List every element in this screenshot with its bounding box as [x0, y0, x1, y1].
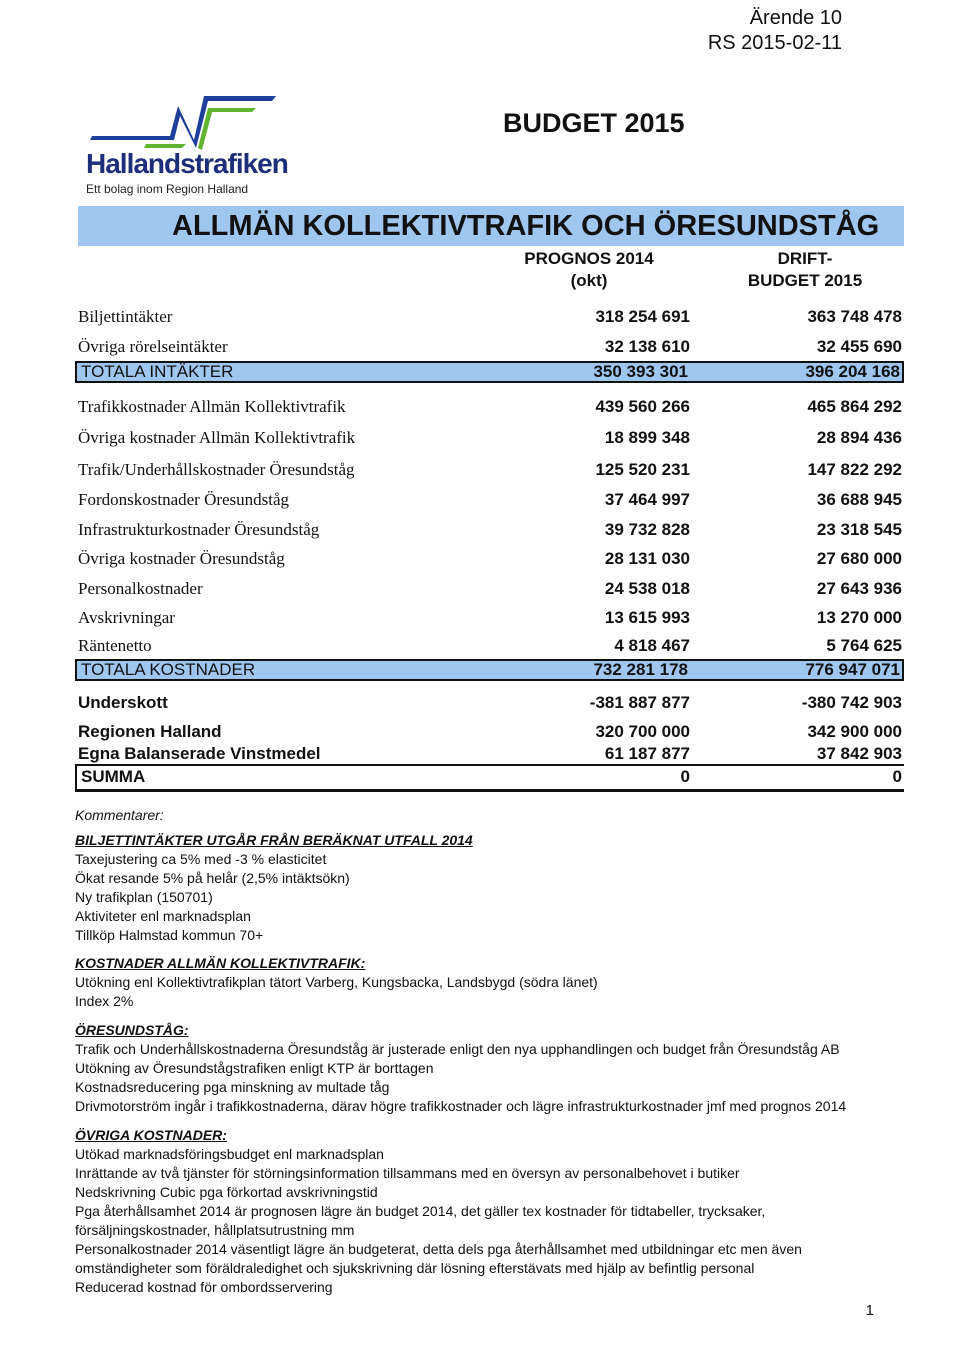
table-row — [78, 337, 903, 363]
row-budget-value: 465 864 292 — [807, 397, 902, 416]
row-budget-value: 36 688 945 — [816, 490, 902, 509]
row-label: Trafik/Underhållskostnader Öresundståg — [78, 460, 355, 479]
logo-subtitle: Ett bolag inom Region Halland — [86, 182, 249, 196]
comment-line: Index 2% — [75, 993, 134, 1009]
logo-name: Hallandstrafiken — [86, 148, 288, 179]
table-row — [78, 520, 903, 546]
row-prognos-value: 18 899 348 — [604, 428, 690, 447]
row-prognos-value: 24 538 018 — [604, 579, 690, 598]
table-row — [78, 490, 903, 516]
row-budget-value: 32 455 690 — [816, 337, 902, 356]
comment-heading: BILJETTINTÄKTER UTGÅR FRÅN BERÄKNAT UTFALL 2014 — [75, 832, 473, 848]
comment-line: Kostnadsreducering pga minskning av multade tåg — [75, 1079, 390, 1095]
total-income-prognos: 350 393 301 — [593, 362, 688, 381]
row-budget-value: 363 748 478 — [807, 307, 902, 326]
table-row — [78, 307, 903, 333]
row-label: Övriga kostnader Allmän Kollektivtrafik — [78, 428, 356, 447]
table-row — [78, 693, 903, 719]
comment-heading: KOSTNADER ALLMÄN KOLLEKTIVTRAFIK: — [75, 955, 366, 971]
row-budget-value: -380 742 903 — [801, 693, 902, 712]
table-row — [78, 549, 903, 575]
table-row — [78, 608, 903, 634]
comment-line: Nedskrivning Cubic pga förkortad avskrivningstid — [75, 1184, 378, 1200]
total-costs-row — [75, 659, 904, 681]
comments-title: Kommentarer: — [75, 807, 164, 823]
row-budget-value: 28 894 436 — [816, 428, 902, 447]
row-label: Infrastrukturkostnader Öresundståg — [78, 520, 320, 539]
comment-line: Reducerad kostnad för ombordsservering — [75, 1279, 333, 1295]
document-title: BUDGET 2015 — [503, 108, 685, 138]
comment-line: Aktiviteter enl marknadsplan — [75, 908, 251, 924]
row-label: Egna Balanserade Vinstmedel — [78, 744, 321, 763]
section-banner — [78, 206, 904, 246]
column-header-budget-line2: BUDGET 2015 — [747, 271, 863, 290]
row-prognos-value: 28 131 030 — [604, 549, 690, 568]
comment-line: Pga återhållsamhet 2014 är prognosen lägre än budget 2014, det gäller tex kostnader för tidtabeller, trycksaker, — [75, 1203, 766, 1219]
row-label: Övriga kostnader Öresundståg — [78, 549, 285, 568]
row-prognos-value: 61 187 877 — [604, 744, 690, 763]
row-prognos-value: 4 818 467 — [614, 636, 690, 655]
total-income-label: TOTALA INTÄKTER — [81, 362, 234, 381]
column-header-prognos — [514, 248, 664, 292]
banner-title: ALLMÄN KOLLEKTIVTRAFIK OCH ÖRESUNDSTÅG — [172, 210, 880, 242]
column-header-budget — [730, 248, 880, 292]
summa-budget: 0 — [892, 767, 902, 786]
row-prognos-value: 32 138 610 — [604, 337, 690, 356]
comment-line: Utökning enl Kollektivtrafikplan tätort Varberg, Kungsbacka, Landsbygd (södra länet) — [75, 974, 598, 990]
comment-line: Utökning av Öresundstågstrafiken enligt KTP är borttagen — [75, 1060, 434, 1076]
comment-line: Personalkostnader 2014 väsentligt lägre än budgeterat, detta dels pga återhållsamhet med utbildningar etc men även — [75, 1241, 802, 1257]
row-prognos-value: 13 615 993 — [604, 608, 690, 627]
row-budget-value: 27 680 000 — [816, 549, 902, 568]
row-prognos-value: -381 887 877 — [589, 693, 690, 712]
total-costs-budget: 776 947 071 — [805, 660, 900, 679]
comment-heading: ÖVRIGA KOSTNADER: — [75, 1127, 227, 1143]
summa-row — [75, 764, 904, 792]
row-budget-value: 147 822 292 — [807, 460, 902, 479]
row-label: Trafikkostnader Allmän Kollektivtrafik — [78, 397, 346, 416]
total-costs-label: TOTALA KOSTNADER — [81, 660, 256, 679]
comment-line: Trafik och Underhållskostnaderna Öresundståg är justerade enligt den nya upphandlingen och budget från Öresundståg AB — [75, 1041, 840, 1057]
column-header-prognos-line2: (okt) — [570, 271, 608, 290]
row-label: Räntenetto — [78, 636, 152, 655]
page-number: 1 — [865, 1302, 874, 1319]
summa-prognos: 0 — [680, 767, 690, 786]
comment-line: Utökad marknadsföringsbudget enl marknadsplan — [75, 1146, 384, 1162]
total-costs-prognos: 732 281 178 — [593, 660, 688, 679]
table-row — [78, 579, 903, 605]
row-prognos-value: 318 254 691 — [595, 307, 690, 326]
row-budget-value: 27 643 936 — [816, 579, 902, 598]
total-income-row — [75, 361, 904, 383]
column-header-prognos-line1: PROGNOS 2014 — [524, 249, 654, 268]
table-row — [78, 397, 903, 423]
comment-line: Tillköp Halmstad kommun 70+ — [75, 927, 264, 943]
comment-line: försäljningskostnader, hållplatsutrustning mm — [75, 1222, 355, 1238]
row-prognos-value: 320 700 000 — [595, 722, 690, 741]
table-row — [78, 460, 903, 486]
row-label: Övriga rörelseintäkter — [78, 337, 228, 356]
comment-line: Inrättande av två tjänster för störningsinformation tillsammans med en översyn av personalbehovet i butiker — [75, 1165, 740, 1181]
comment-line: Taxejustering ca 5% med -3 % elasticitet — [75, 851, 327, 867]
comment-heading: ÖRESUNDSTÅG: — [75, 1022, 189, 1038]
rs-date-label: RS 2015-02-11 — [707, 32, 842, 54]
row-budget-value: 13 270 000 — [816, 608, 902, 627]
table-row — [78, 428, 903, 454]
row-label: Avskrivningar — [78, 608, 175, 627]
row-budget-value: 5 764 625 — [826, 636, 902, 655]
row-budget-value: 342 900 000 — [807, 722, 902, 741]
row-prognos-value: 37 464 997 — [604, 490, 690, 509]
row-label: Regionen Halland — [78, 722, 222, 741]
row-prognos-value: 125 520 231 — [595, 460, 690, 479]
row-label: Personalkostnader — [78, 579, 203, 598]
row-budget-value: 37 842 903 — [816, 744, 902, 763]
row-label: Underskott — [78, 693, 168, 712]
comment-line: omständigheter som föräldraledighet och sjukskrivning där lösning efterstävats med hjälp av befintlig personal — [75, 1260, 755, 1276]
total-income-budget: 396 204 168 — [805, 362, 900, 381]
comment-line: Ökat resande 5% på helår (2,5% intäktsökn) — [75, 870, 350, 886]
comment-line: Drivmotorström ingår i trafikkostnaderna, därav högre trafikkostnader och lägre infrastrukturkostnader jmf med prognos 2014 — [75, 1098, 847, 1114]
summa-label: SUMMA — [81, 767, 146, 786]
row-label: Fordonskostnader Öresundståg — [78, 490, 290, 509]
row-label: Biljettintäkter — [78, 307, 173, 326]
row-budget-value: 23 318 545 — [816, 520, 902, 539]
hallandstrafiken-logo-icon — [86, 88, 276, 150]
arende-label: Ärende 10 — [749, 7, 842, 29]
column-header-budget-line1: DRIFT- — [777, 249, 833, 268]
comments-section — [75, 806, 905, 1297]
row-prognos-value: 439 560 266 — [595, 397, 690, 416]
row-prognos-value: 39 732 828 — [604, 520, 690, 539]
comment-line: Ny trafikplan (150701) — [75, 889, 213, 905]
